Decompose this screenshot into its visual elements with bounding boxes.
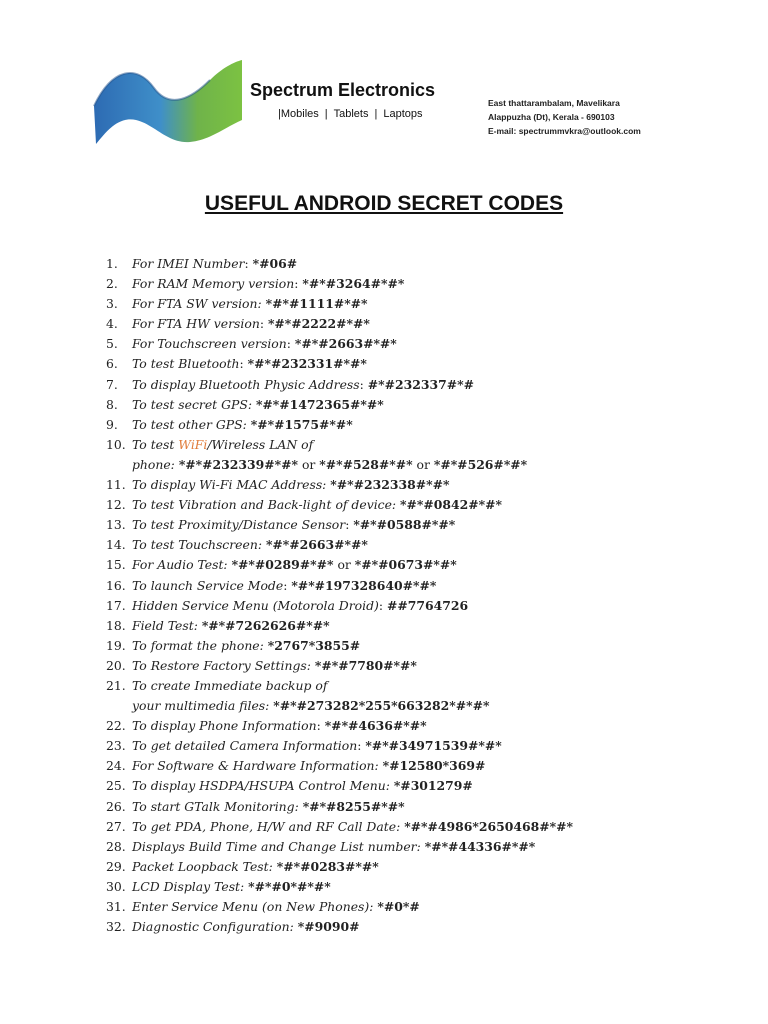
list-item: 3. For FTA SW version: *#*#1111#*#* <box>106 296 368 312</box>
list-item: 22. To display Phone Information: *#*#4636#*#* <box>106 718 427 734</box>
brand-name: Spectrum Electronics <box>250 80 436 100</box>
list-item: 26. To start GTalk Monitoring: *#*#8255#*#* <box>106 798 405 814</box>
list-item: 17. Hidden Service Menu (Motorola Droid): ##7764726 <box>106 597 469 613</box>
list-item: 13. To test Proximity/Distance Sensor: *#*#0588#*#* <box>106 517 456 533</box>
list-item: 23. To get detailed Camera Information: *#*#34971539#*#* <box>106 738 502 754</box>
list-item: 7. To display Bluetooth Physic Address: #*#232337#*# <box>106 376 474 392</box>
address-line-1: East thattarambalam, Mavelikara <box>488 98 620 108</box>
address-block <box>488 96 641 138</box>
list-item: 9. To test other GPS: *#*#1575#*#* <box>106 416 353 432</box>
brand-tagline: |Mobiles | Tablets | Laptops <box>278 108 423 120</box>
list-item: 32. Diagnostic Configuration: *#9090# <box>106 919 360 935</box>
address-line-2: Alappuzha (Dt), Kerala - 690103 <box>488 112 615 122</box>
email-line: E-mail: spectrummvkra@outlook.com <box>488 126 641 136</box>
list-item: 20. To Restore Factory Settings: *#*#7780#*#* <box>106 657 417 673</box>
list-item: 31. Enter Service Menu (on New Phones): *#0*# <box>106 899 420 914</box>
list-item: 1. For IMEI Number: *#06# <box>106 256 298 271</box>
list-item: 18. Field Test: *#*#7262626#*#* <box>106 617 330 633</box>
tagline-tablets: Tablets <box>333 108 369 120</box>
list-item: 29. Packet Loopback Test: *#*#0283#*#* <box>106 858 379 874</box>
tagline-laptops: Laptops <box>383 108 423 120</box>
list-item: 14. To test Touchscreen: *#*#2663#*#* <box>106 537 368 553</box>
secret-codes-list <box>106 254 573 937</box>
spectrum-wave-logo <box>92 58 244 146</box>
list-item: 4. For FTA HW version: *#*#2222#*#* <box>106 316 370 332</box>
list-item: 15. For Audio Test: *#*#0289#*#* or *#*#0673#*#* <box>106 557 457 573</box>
list-item: 2. For RAM Memory version: *#*#3264#*#* <box>106 276 405 292</box>
list-item: 19. To format the phone: *2767*3855# <box>106 637 361 653</box>
list-item-continuation: phone: *#*#232339#*#* or *#*#528#*#* or *#*#526#*#* <box>132 456 528 472</box>
list-item: 10. To test WiFi/Wireless LAN of <box>106 436 314 452</box>
wifi-word: WiFi <box>178 436 208 452</box>
list-item: 16. To launch Service Mode: *#*#197328640#*#* <box>106 577 437 593</box>
tagline-mobiles: Mobiles <box>280 108 319 120</box>
list-item: 25. To display HSDPA/HSUPA Control Menu: *#301279# <box>106 778 473 794</box>
list-item: 21. To create Immediate backup of <box>106 677 328 693</box>
list-item: 11. To display Wi-Fi MAC Address: *#*#232338#*#* <box>106 477 450 493</box>
letterhead <box>0 0 768 160</box>
list-item: 30. LCD Display Test: *#*#0*#*#* <box>106 878 331 894</box>
list-item: 5. For Touchscreen version: *#*#2663#*#* <box>106 336 397 352</box>
list-item: 24. For Software & Hardware Information: *#12580*369# <box>106 758 486 774</box>
list-item: 12. To test Vibration and Back-light of device: *#*#0842#*#* <box>106 497 502 513</box>
list-item: 6. To test Bluetooth: *#*#232331#*#* <box>106 356 367 372</box>
list-item: 28. Displays Build Time and Change List number: *#*#44336#*#* <box>106 838 536 854</box>
document-title: USEFUL ANDROID SECRET CODES <box>204 192 564 215</box>
list-item: 8. To test secret GPS: *#*#1472365#*#* <box>106 396 384 412</box>
list-item: 27. To get PDA, Phone, H/W and RF Call Date: *#*#4986*2650468#*#* <box>106 818 573 834</box>
list-item-continuation: your multimedia files: *#*#273282*255*663282*#*#* <box>132 698 490 714</box>
